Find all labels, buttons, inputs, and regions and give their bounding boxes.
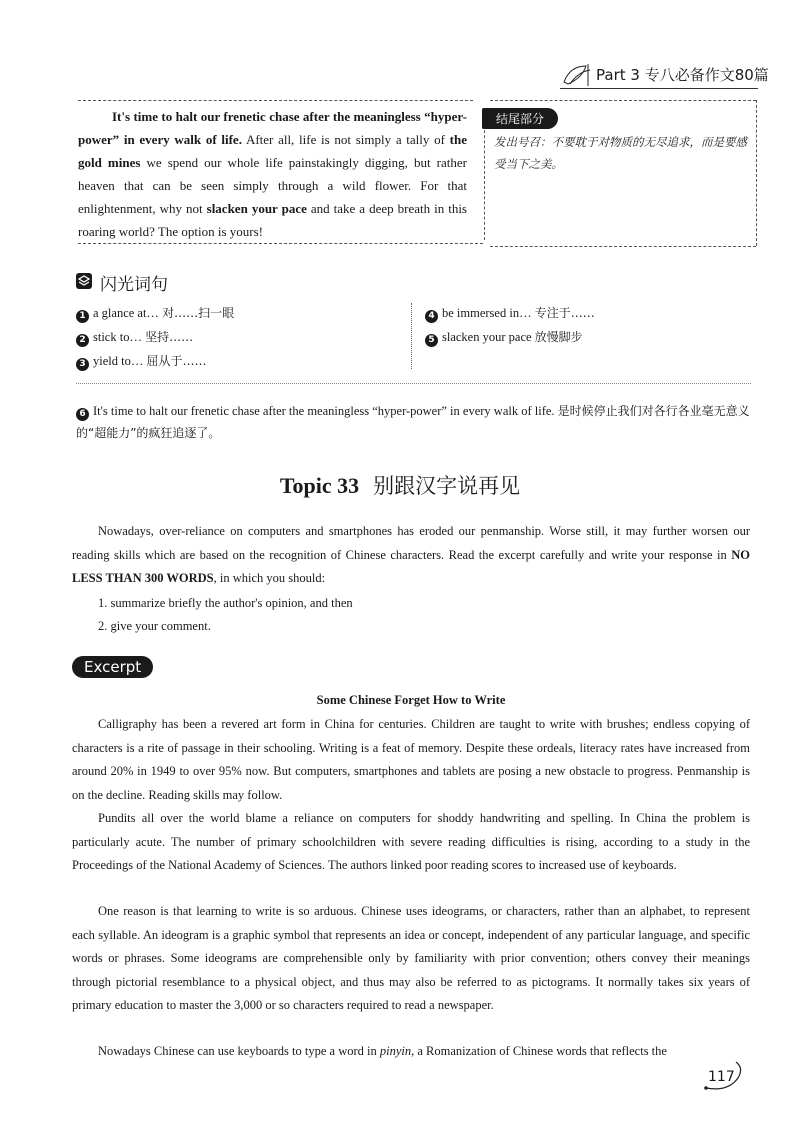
page-number: 117 <box>708 1069 735 1085</box>
page-header <box>560 60 769 90</box>
ending-box-border <box>490 246 756 247</box>
header-title: Part 3 专八必备作文80篇 <box>596 66 769 84</box>
phrase-item: 1 a glance at… 对……扫一眼 <box>76 304 234 323</box>
excerpt-title: Some Chinese Forget How to Write <box>316 693 506 707</box>
phrase-item: 4 be immersed in… 专注于…… <box>425 304 595 323</box>
passage-segment: slacken your pace <box>206 201 307 216</box>
ending-section-tag: 结尾部分 <box>482 108 558 129</box>
featured-sentence: 6 It's time to halt our frenetic chase after the meaningless “hyper-power” in every walk of life. 是时候停止我们对各行各业毫无意义的“超能力”的疯狂追逐了。 <box>76 404 750 440</box>
top-passage <box>78 105 467 243</box>
top-box-border <box>78 100 473 101</box>
prompt-step: 2. give your comment. <box>98 619 211 633</box>
number-badge: 3 <box>76 358 89 371</box>
phrase-item: 3 yield to… 屈从于…… <box>76 352 206 371</box>
number-badge: 5 <box>425 334 438 347</box>
passage-segment: It's time to halt our frenetic chase after the meaningless “hyper-power” in every walk of life. <box>78 109 467 147</box>
excerpt-paragraph: Calligraphy has been a revered art form in China for centuries. Children are taught to write with brushes; endless copying of characters is a rite of passage in their schooling. Writing is a feat of memory. Despite these ordeals, literacy rates have increased from around 20% in 1949 to over 95% now. But computers, smartphones and tablets are posing a new obstacle to progress. Penmanship is on the decline. Reading skills may follow. <box>72 717 750 802</box>
excerpt-paragraph: Nowadays Chinese can use keyboards to type a word in pinyin, a Romanization of Chinese words that reflects the <box>98 1044 667 1058</box>
ending-note: 发出号召：不要耽于对物质的无尽追求，而是要感受当下之美。 <box>494 135 747 171</box>
ending-box-border <box>490 100 756 101</box>
leaf-ornament-icon <box>560 62 594 88</box>
ending-box-border <box>756 100 757 246</box>
number-badge: 4 <box>425 310 438 323</box>
excerpt-paragraph: Pundits all over the world blame a reliance on computers for shoddy handwriting and spelling. In China the problem is particularly acute. The number of primary schoolchildren with severe reading difficulties is rising, according to a study in the Proceedings of the National Academy of Sciences. The authors linked poor reading scores to increased use of keyboards. <box>72 811 750 872</box>
prompt-paragraph: Nowadays, over-reliance on computers and smartphones has eroded our penmanship. Worse still, it may further worsen our reading skills which are based on the recognition of Chinese characters. Read the excerpt carefully and write your response in NO LESS THAN 300 WORDS, in which you should: <box>72 524 750 585</box>
number-badge: 2 <box>76 334 89 347</box>
stack-icon <box>76 273 92 289</box>
prompt-step: 1. summarize briefly the author's opinion, and then <box>98 596 353 610</box>
excerpt-tag: Excerpt <box>72 656 153 678</box>
header-rule <box>560 88 758 89</box>
box-divider <box>484 120 485 240</box>
column-divider <box>411 303 412 369</box>
number-badge: 6 <box>76 408 89 421</box>
phrase-item: 2 stick to… 坚持…… <box>76 328 193 347</box>
topic-heading: Topic 33 别跟汉字说再见 <box>279 473 521 498</box>
passage-segment: and take a deep breath in this roaring world? The option is yours! <box>78 201 467 239</box>
passage-segment: the gold mines <box>78 132 467 170</box>
phrase-item: 5 slacken your pace 放慢脚步 <box>425 328 583 347</box>
section-divider <box>76 383 751 384</box>
number-badge: 1 <box>76 310 89 323</box>
flash-section-title: 闪光词句 <box>100 275 168 295</box>
top-box-border <box>78 243 483 244</box>
passage-segment: we spend our whole life painstakingly digging, but rather heaven that can be seen simply through a wild flower. For that enlightenment, why not <box>78 155 467 216</box>
passage-segment: After all, life is not simply a tally of <box>241 132 450 147</box>
excerpt-paragraph: One reason is that learning to write is so arduous. Chinese uses ideograms, or characters, rather than an alphabet, to represent each syllable. An ideogram is a graphic symbol that represents an idea or concept, independent of any particular language, and specific words or phrases. Some ideograms are comprehensible only by familiarity with prior convention; others convey their meanings through pictorial resemblance to a physical object, and thus may also be referred to as pictograms. It normally takes six years of primary education to master the 3,000 or so characters required to read a newspaper. <box>72 904 750 1012</box>
